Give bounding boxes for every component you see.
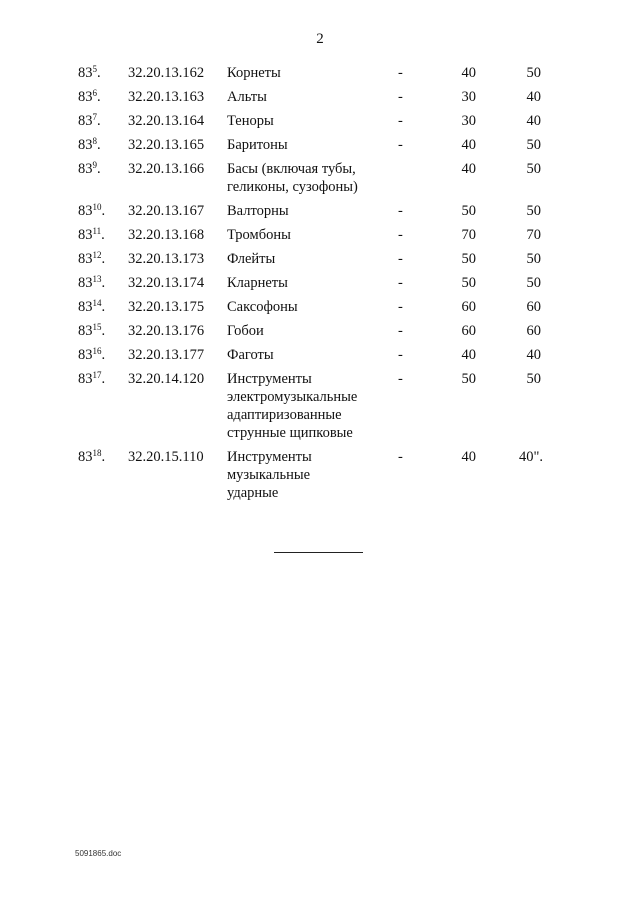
row-value-2: 40".: [519, 449, 544, 465]
row-number: [78, 346, 105, 364]
row-number-period: .: [101, 227, 105, 243]
row-code: 32.20.13.164: [128, 113, 205, 129]
row-dash: -: [398, 113, 403, 129]
row-number-base: 83: [78, 113, 93, 129]
row-dash: -: [398, 371, 403, 387]
row-number-period: .: [101, 449, 106, 465]
row-number-superscript: 18: [92, 448, 102, 458]
row-number-base: 83: [78, 89, 93, 105]
row-name: [227, 274, 397, 292]
row-number-superscript: 8: [92, 136, 97, 146]
row-number-base: 83: [78, 65, 93, 81]
row-value-2: 40: [526, 347, 541, 363]
row-value-1: 50: [461, 275, 476, 291]
row-name-line: Фаготы: [227, 347, 274, 363]
row-number-period: .: [101, 299, 106, 315]
row-code: 32.20.13.173: [128, 251, 205, 267]
table-row: [0, 88, 640, 106]
row-number-superscript: 7: [92, 112, 97, 122]
row-code: 32.20.14.120: [128, 371, 205, 387]
table-row: [0, 370, 640, 442]
row-value-1: 30: [461, 113, 476, 129]
table-row: [0, 160, 640, 196]
row-number: [78, 298, 105, 316]
row-number-superscript: 5: [92, 64, 97, 74]
row-code: 32.20.13.177: [128, 347, 205, 363]
table-row: [0, 448, 640, 502]
table-row: [0, 250, 640, 268]
table-row: [0, 112, 640, 130]
row-number-superscript: 13: [92, 274, 102, 284]
row-dash: -: [398, 347, 403, 363]
row-name: [227, 346, 397, 364]
row-name-line: электромузыкальные: [227, 389, 358, 405]
end-divider-line: [274, 552, 363, 553]
row-code: 32.20.13.167: [128, 203, 205, 219]
row-name: [227, 250, 397, 268]
row-number: [78, 88, 101, 106]
row-code: 32.20.13.162: [128, 65, 205, 81]
row-name: [227, 322, 397, 340]
row-number-period: .: [101, 251, 106, 267]
row-code: 32.20.15.110: [128, 449, 204, 465]
row-value-2: 50: [526, 275, 541, 291]
row-number-base: 83: [78, 299, 93, 315]
row-dash: -: [398, 323, 403, 339]
row-value-1: 60: [461, 323, 476, 339]
table-row: [0, 202, 640, 220]
row-number-period: .: [101, 203, 106, 219]
row-value-1: 40: [461, 449, 476, 465]
row-number-period: .: [101, 371, 106, 387]
row-value-2: 50: [526, 161, 541, 177]
row-number-superscript: 12: [92, 250, 102, 260]
row-number: [78, 250, 105, 268]
row-value-1: 40: [461, 161, 476, 177]
row-value-2: 40: [526, 89, 541, 105]
row-number: [78, 322, 105, 340]
row-number-superscript: 14: [92, 298, 102, 308]
row-number-period: .: [97, 161, 101, 177]
row-code: 32.20.13.174: [128, 275, 205, 291]
row-value-1: 50: [461, 251, 476, 267]
row-number: [78, 202, 105, 220]
row-value-2: 40: [526, 113, 541, 129]
row-number: [78, 274, 105, 292]
row-number-base: 83: [78, 449, 93, 465]
row-value-1: 40: [461, 137, 476, 153]
row-number-superscript: 16: [92, 346, 102, 356]
row-dash: -: [398, 227, 403, 243]
row-name-line: Гобои: [227, 323, 264, 339]
row-number-base: 83: [78, 347, 93, 363]
row-value-2: 50: [526, 251, 541, 267]
row-number-period: .: [101, 275, 106, 291]
row-value-2: 50: [526, 65, 541, 81]
row-name-line: Басы (включая тубы,: [227, 161, 356, 177]
row-name: [227, 160, 397, 196]
row-name-line: Баритоны: [227, 137, 288, 153]
row-number-base: 83: [78, 275, 93, 291]
row-name: [227, 448, 397, 502]
row-value-1: 50: [461, 203, 476, 219]
row-number-period: .: [97, 113, 101, 129]
row-number: [78, 136, 101, 154]
table-row: [0, 64, 640, 82]
row-value-2: 60: [526, 323, 541, 339]
row-value-1: 30: [461, 89, 476, 105]
row-name-line: Инструменты: [227, 449, 312, 465]
row-dash: -: [398, 299, 403, 315]
row-number-period: .: [97, 65, 101, 81]
row-value-1: 40: [461, 65, 476, 81]
row-value-1: 60: [461, 299, 476, 315]
row-name-line: струнные щипковые: [227, 425, 353, 441]
row-number-base: 83: [78, 227, 93, 243]
row-name-line: Инструменты: [227, 371, 312, 387]
row-name-line: музыкальные: [227, 467, 311, 483]
table-row: [0, 346, 640, 364]
row-number-base: 83: [78, 137, 93, 153]
row-value-1: 70: [461, 227, 476, 243]
row-name-line: геликоны, сузофоны): [227, 179, 358, 195]
row-value-2: 70: [526, 227, 541, 243]
row-dash: -: [398, 65, 403, 81]
row-number-base: 83: [78, 203, 93, 219]
row-number-period: .: [97, 89, 101, 105]
row-code: 32.20.13.168: [128, 227, 205, 243]
row-number-superscript: 17: [92, 370, 102, 380]
row-number-base: 83: [78, 371, 93, 387]
row-code: 32.20.13.176: [128, 323, 205, 339]
page-number: 2: [316, 31, 324, 47]
table-row: [0, 274, 640, 292]
row-number-superscript: 15: [92, 322, 102, 332]
row-name: [227, 112, 397, 130]
row-number-period: .: [97, 137, 101, 153]
row-dash: -: [398, 137, 403, 153]
table-row: [0, 136, 640, 154]
row-name: [227, 202, 397, 220]
footer-filename: 5091865.doc: [75, 849, 122, 858]
row-name-line: Корнеты: [227, 65, 281, 81]
row-value-2: 50: [526, 137, 541, 153]
row-value-2: 50: [526, 203, 541, 219]
row-number: [78, 112, 101, 130]
row-name: [227, 226, 397, 244]
row-name-line: Саксофоны: [227, 299, 298, 315]
row-number-superscript: 11: [92, 226, 102, 236]
row-number-period: .: [101, 323, 106, 339]
table-row: [0, 226, 640, 244]
row-name: [227, 88, 397, 106]
row-number-superscript: 10: [92, 202, 102, 212]
row-number-superscript: 9: [92, 160, 97, 170]
row-number: [78, 370, 105, 388]
row-name-line: Флейты: [227, 251, 276, 267]
row-code: 32.20.13.165: [128, 137, 205, 153]
row-value-2: 60: [526, 299, 541, 315]
row-name: [227, 298, 397, 316]
row-name-line: Валторны: [227, 203, 289, 219]
row-value-1: 50: [461, 371, 476, 387]
row-number: [78, 226, 105, 244]
row-name-line: ударные: [227, 485, 279, 501]
row-number: [78, 448, 105, 466]
table-row: [0, 322, 640, 340]
row-value-2: 50: [526, 371, 541, 387]
row-dash: -: [398, 203, 403, 219]
row-dash: -: [398, 251, 403, 267]
row-name: [227, 370, 397, 442]
row-dash: -: [398, 449, 403, 465]
row-number-base: 83: [78, 161, 93, 177]
row-name-line: Тромбоны: [227, 227, 291, 243]
row-number-superscript: 6: [92, 88, 97, 98]
row-name: [227, 64, 397, 82]
row-code: 32.20.13.163: [128, 89, 205, 105]
row-name-line: Кларнеты: [227, 275, 288, 291]
row-number: [78, 160, 101, 178]
table-row: [0, 298, 640, 316]
row-dash: -: [398, 89, 403, 105]
row-number: [78, 64, 101, 82]
row-name-line: Теноры: [227, 113, 274, 129]
row-number-base: 83: [78, 251, 93, 267]
row-dash: -: [398, 275, 403, 291]
row-code: 32.20.13.166: [128, 161, 205, 177]
row-number-base: 83: [78, 323, 93, 339]
row-number-period: .: [101, 347, 106, 363]
row-value-1: 40: [461, 347, 476, 363]
row-code: 32.20.13.175: [128, 299, 205, 315]
row-name-line: адаптиризованные: [227, 407, 342, 423]
row-name: [227, 136, 397, 154]
row-name-line: Альты: [227, 89, 267, 105]
